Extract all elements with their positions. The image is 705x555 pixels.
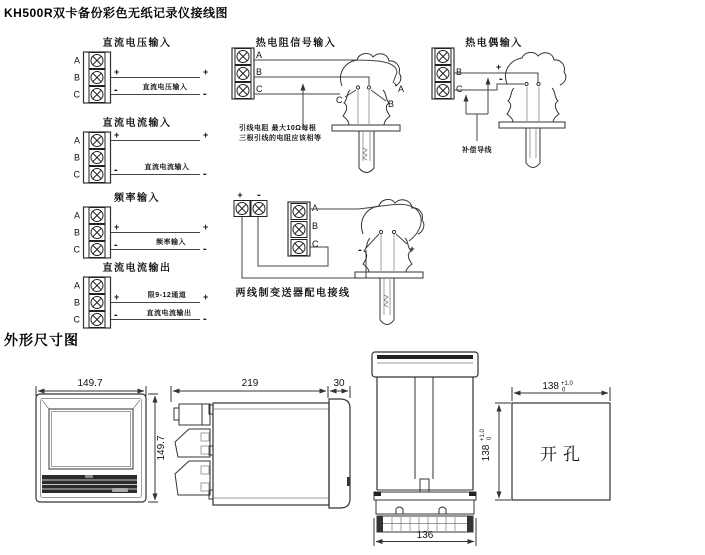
- dc-current-input-diagram: [74, 116, 209, 183]
- thermocouple-probe: [499, 52, 566, 167]
- rtd-heading: 热电阻信号输入: [255, 38, 337, 49]
- side-bezel-dim: 30: [333, 378, 345, 389]
- terminal-label-b: B: [456, 67, 463, 77]
- compensation-lead-note: 补偿导线: [462, 147, 492, 154]
- screw-terminal: [89, 53, 105, 69]
- terminal-label-a: A: [256, 50, 263, 60]
- cutout-width-dim: 138: [542, 381, 559, 392]
- plus-sign: +: [203, 292, 209, 302]
- front-width-dim: 149.7: [77, 378, 103, 389]
- terminal-label-c: C: [73, 314, 80, 325]
- minus-sign: -: [203, 88, 207, 100]
- plus-sign: +: [114, 67, 120, 77]
- page-title: KH500R双卡备份彩色无纸记录仪接线图: [4, 6, 229, 20]
- plus-sign: +: [203, 130, 209, 140]
- cutout-height-dim: 138: [481, 444, 492, 462]
- rtd-input-diagram: [232, 36, 404, 173]
- cutout-width-tol-upper: +1.0: [561, 381, 573, 387]
- minus-sign: -: [114, 164, 118, 176]
- probe-wire-label-a: A: [398, 84, 405, 94]
- terminal-label-b: B: [73, 72, 80, 83]
- front-bezel-side: [329, 399, 350, 508]
- plus-sign: +: [203, 222, 209, 232]
- screw-terminal: [89, 208, 105, 224]
- probe-minus-sign: -: [358, 244, 362, 256]
- side-depth-dim: 219: [241, 378, 259, 389]
- plus-sign: +: [114, 130, 120, 140]
- plus-sign: +: [114, 292, 120, 302]
- cutout-drawing: [480, 381, 610, 500]
- screw-terminal: [89, 150, 105, 166]
- minus-sign: -: [257, 189, 261, 201]
- rtd-note-line1: 引线电阻 最大10Ω每根: [239, 125, 317, 132]
- cutout-label: 开孔: [540, 445, 586, 464]
- terminal-label-b: B: [312, 221, 319, 231]
- screw-terminal: [291, 204, 307, 220]
- screw-terminal: [235, 66, 251, 82]
- screw-terminal: [89, 225, 105, 241]
- terminal-label-a: A: [73, 135, 80, 146]
- channel-limit-note: 限9-12通道: [147, 292, 187, 299]
- dc-current-out-heading: 直流电流输出: [102, 263, 172, 274]
- panel-latch: [85, 475, 93, 478]
- front-height-dim: 149.7: [156, 435, 167, 461]
- screw-terminal: [89, 312, 105, 328]
- screw-terminal: [89, 242, 105, 258]
- plus-sign: +: [496, 62, 502, 72]
- minus-sign: -: [499, 73, 503, 85]
- dc-current-out-wire-label: 直流电流输出: [146, 310, 192, 317]
- probe-wire-label-b: B: [388, 99, 395, 109]
- dc-voltage-heading: 直流电压输入: [102, 38, 172, 49]
- dc-current-in-heading: 直流电流输入: [102, 118, 172, 129]
- plus-sign: +: [237, 190, 243, 200]
- dc-voltage-input-diagram: [74, 36, 209, 103]
- cutout-width-tol-lower: 0: [562, 387, 566, 394]
- dc-current-output-diagram: [74, 261, 209, 328]
- terminal-label-b: B: [256, 67, 263, 77]
- terminal-label-b: B: [73, 227, 80, 238]
- display-screen: [49, 409, 133, 469]
- screw-terminal: [234, 201, 250, 217]
- minus-sign: -: [203, 243, 207, 255]
- probe-plus-sign: +: [409, 244, 415, 254]
- transmitter-diagram: [234, 189, 424, 325]
- plus-sign: +: [114, 222, 120, 232]
- brand-logo: [112, 488, 128, 492]
- terminal-label-a: A: [73, 210, 80, 221]
- rtd-probe: [332, 53, 401, 172]
- screw-terminal: [89, 70, 105, 86]
- transmitter-caption: 两线制变送器配电接线: [235, 288, 351, 299]
- screw-terminal: [89, 133, 105, 149]
- cutout-height-tol-lower: 0: [487, 436, 493, 440]
- frequency-heading: 频率输入: [114, 193, 160, 204]
- screw-terminal: [251, 201, 267, 217]
- wires: [454, 73, 538, 90]
- thermocouple-input-diagram: [432, 36, 566, 168]
- terminal-label-a: A: [73, 280, 80, 291]
- thermocouple-heading: 热电偶输入: [465, 38, 523, 49]
- cutout-height-tol-upper: +1.0: [480, 429, 486, 441]
- probe-wire-label-c: C: [336, 95, 343, 105]
- screw-terminal: [291, 222, 307, 238]
- transmitter-probe: [355, 199, 424, 324]
- terminal-label-a: A: [312, 203, 319, 213]
- minus-sign: -: [114, 84, 118, 96]
- side-view-drawing: [171, 378, 350, 508]
- terminal-label-c: C: [73, 169, 80, 180]
- screw-terminal: [235, 49, 251, 65]
- rear-view-drawing: [372, 352, 478, 546]
- terminal-label-b: B: [73, 297, 80, 308]
- terminal-label-c: C: [73, 244, 80, 255]
- frequency-wire-label: 频率输入: [156, 239, 186, 246]
- rtd-note-line2: 三根引线的电阻应该相等: [239, 135, 322, 142]
- minus-sign: -: [203, 168, 207, 180]
- terminal-label-a: A: [73, 55, 80, 66]
- screw-terminal: [435, 66, 451, 82]
- terminal-label-c: C: [456, 84, 463, 94]
- terminal-label-c: C: [256, 84, 263, 94]
- screw-terminal: [89, 87, 105, 103]
- screw-terminal: [435, 49, 451, 65]
- terminal-label-c: C: [312, 239, 319, 249]
- plus-sign: +: [203, 67, 209, 77]
- screw-terminal: [235, 83, 251, 99]
- screw-terminal: [291, 240, 307, 256]
- screw-terminal: [435, 83, 451, 99]
- rear-width-dim: 136: [416, 530, 434, 541]
- screw-terminal: [89, 278, 105, 294]
- rear-top-box: [179, 404, 210, 425]
- rear-bracket: [374, 492, 476, 500]
- dc-voltage-wire-label: 直流电压输入: [142, 84, 188, 91]
- minus-sign: -: [114, 309, 118, 321]
- minus-sign: -: [114, 239, 118, 251]
- terminal-label-b: B: [73, 152, 80, 163]
- front-view-drawing: [36, 378, 167, 502]
- terminal-label-c: C: [73, 89, 80, 100]
- dc-current-in-wire-label: 直流电流输入: [144, 164, 190, 171]
- screw-terminal: [89, 167, 105, 183]
- screw-terminal: [89, 295, 105, 311]
- cutout-height-dim-group: [480, 428, 493, 461]
- dimension-section-title: 外形尺寸图: [4, 332, 79, 348]
- wires: [254, 60, 397, 101]
- recorder-body-side: [213, 403, 329, 505]
- frequency-input-diagram: [74, 191, 209, 258]
- compensation-lead-pointer: [466, 78, 488, 141]
- minus-sign: -: [203, 313, 207, 325]
